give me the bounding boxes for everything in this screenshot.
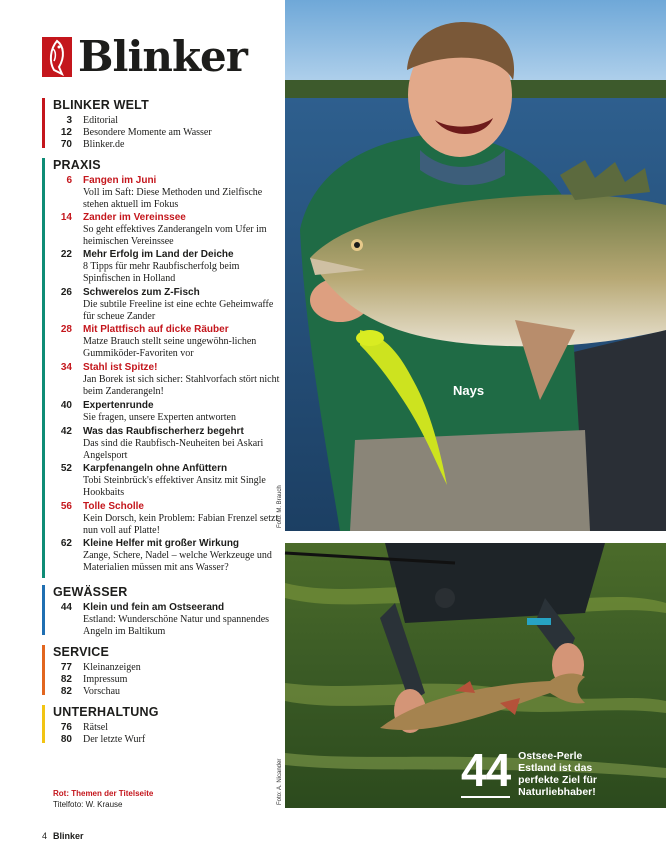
footer-page-number: 4 <box>42 831 48 841</box>
entry-title: Besondere Momente am Wasser <box>83 127 212 138</box>
entry-title: Klein und fein am Ostseerand <box>83 602 225 613</box>
page-footer <box>42 831 84 841</box>
entry-title: Kleinanzeigen <box>83 662 141 673</box>
bottom-photo-credit: Foto: A. Nicander <box>277 758 283 805</box>
entry-description: Estland: Wunderschöne Natur und spannendes Angeln im Baltikum <box>83 614 270 637</box>
fish-logo-icon <box>42 37 72 77</box>
entry-description: Die subtile Freeline ist eine echte Geheimwaffe für scheue Zander <box>83 299 274 322</box>
page-number: 42 <box>60 426 72 437</box>
shirt-logo-text: Nays <box>453 383 485 398</box>
feature-description: Estland ist das perfekte Ziel für Naturliebhaber! <box>518 762 597 798</box>
feature-kicker: Ostsee-Perle <box>518 750 583 762</box>
section-title: SERVICE <box>53 645 110 659</box>
feature-text <box>518 750 628 798</box>
entry-title: Expertenrunde <box>83 400 154 411</box>
entry-title: Mit Plattfisch auf dicke Räuber <box>83 324 229 335</box>
entry-description: Tobi Steinbrück's effektiver Ansitz mit Single Hookbaits <box>83 475 266 498</box>
page-number: 12 <box>60 127 72 138</box>
legend <box>53 788 153 810</box>
page-number: 82 <box>60 686 72 697</box>
page-number: 40 <box>60 400 72 411</box>
entry-title: Kleine Helfer mit großer Wirkung <box>83 538 240 549</box>
entry-title: Fangen im Juni <box>83 175 157 186</box>
blinker-logo[interactable] <box>42 32 247 81</box>
page-number: 44 <box>60 602 72 613</box>
section-title: GEWÄSSER <box>53 585 128 599</box>
page-number: 22 <box>60 249 72 260</box>
top-photo-credit: Foto: M. Brauch <box>277 485 283 528</box>
feature-page-number: 44 <box>461 744 511 796</box>
entry-description: 8 Tipps für mehr Raubfischerfolg beim Spinfischen in Holland <box>83 261 240 284</box>
footer-brand: Blinker <box>53 831 84 841</box>
page-number: 34 <box>60 362 72 373</box>
page-number: 6 <box>66 175 72 186</box>
entry-description: Das sind die Raubfisch-Neuheiten bei Askari Angelsport <box>83 438 264 461</box>
entry-title: Blinker.de <box>83 139 125 150</box>
page-number: 82 <box>60 674 72 685</box>
brand-name: Blinker <box>78 32 247 81</box>
entry-title: Zander im Vereinssee <box>83 212 186 223</box>
page-number: 62 <box>60 538 72 549</box>
entry-description: Sie fragen, unsere Experten antworten <box>83 412 236 423</box>
entry-title: Stahl ist Spitze! <box>83 362 158 373</box>
page-number: 70 <box>60 139 72 150</box>
entry-title: Editorial <box>83 115 118 126</box>
entry-title: Tolle Scholle <box>83 501 144 512</box>
entry-title: Impressum <box>83 674 128 685</box>
legend-red-note: Rot: Themen der Titelseite <box>53 789 154 798</box>
page-number: 52 <box>60 463 72 474</box>
section-title: PRAXIS <box>53 158 101 172</box>
page-number: 3 <box>66 115 72 126</box>
entry-title: Mehr Erfolg im Land der Deiche <box>83 249 234 260</box>
section-title: UNTERHALTUNG <box>53 705 159 719</box>
entry-description: Voll im Saft: Diese Methoden und Zielfische stehen aktuell im Fokus <box>83 187 263 210</box>
table-of-contents <box>0 0 285 867</box>
page-number: 28 <box>60 324 72 335</box>
page-number: 76 <box>60 722 72 733</box>
entry-title: Der letzte Wurf <box>83 734 146 745</box>
cover-photo-credit: Titelfoto: W. Krause <box>53 800 123 809</box>
page-number: 56 <box>60 501 72 512</box>
entry-description: Zange, Schere, Nadel – welche Werkzeuge und Materialien müssen mit ans Wasser? <box>83 550 272 573</box>
page-number: 14 <box>60 212 72 223</box>
entry-title: Karpfenangeln ohne Anfüttern <box>83 463 228 474</box>
entry-title: Vorschau <box>83 686 121 697</box>
page-number: 80 <box>60 734 72 745</box>
feature-teaser[interactable] <box>461 744 628 798</box>
entry-description: Jan Borek ist sich sicher: Stahlvorfach stört nicht beim Zanderangeln! <box>83 374 280 397</box>
photo-angler-zander <box>277 0 666 531</box>
entry-title: Was das Raubfischerherz begehrt <box>83 426 244 437</box>
entry-description: Matze Brauch stellt seine ungewöhn-lichen Gummiköder-Favoriten vor <box>83 336 257 359</box>
page-number: 77 <box>60 662 72 673</box>
section-title: BLINKER WELT <box>53 98 149 112</box>
entry-title: Schwerelos zum Z-Fisch <box>83 287 200 298</box>
entry-description: So geht effektives Zanderangeln vom Ufer im heimischen Vereinssee <box>83 224 267 247</box>
entry-description: Kein Dorsch, kein Problem: Fabian Frenzel setzt nun voll auf Platte! <box>83 513 279 536</box>
page-number: 26 <box>60 287 72 298</box>
entry-title: Rätsel <box>83 722 108 733</box>
